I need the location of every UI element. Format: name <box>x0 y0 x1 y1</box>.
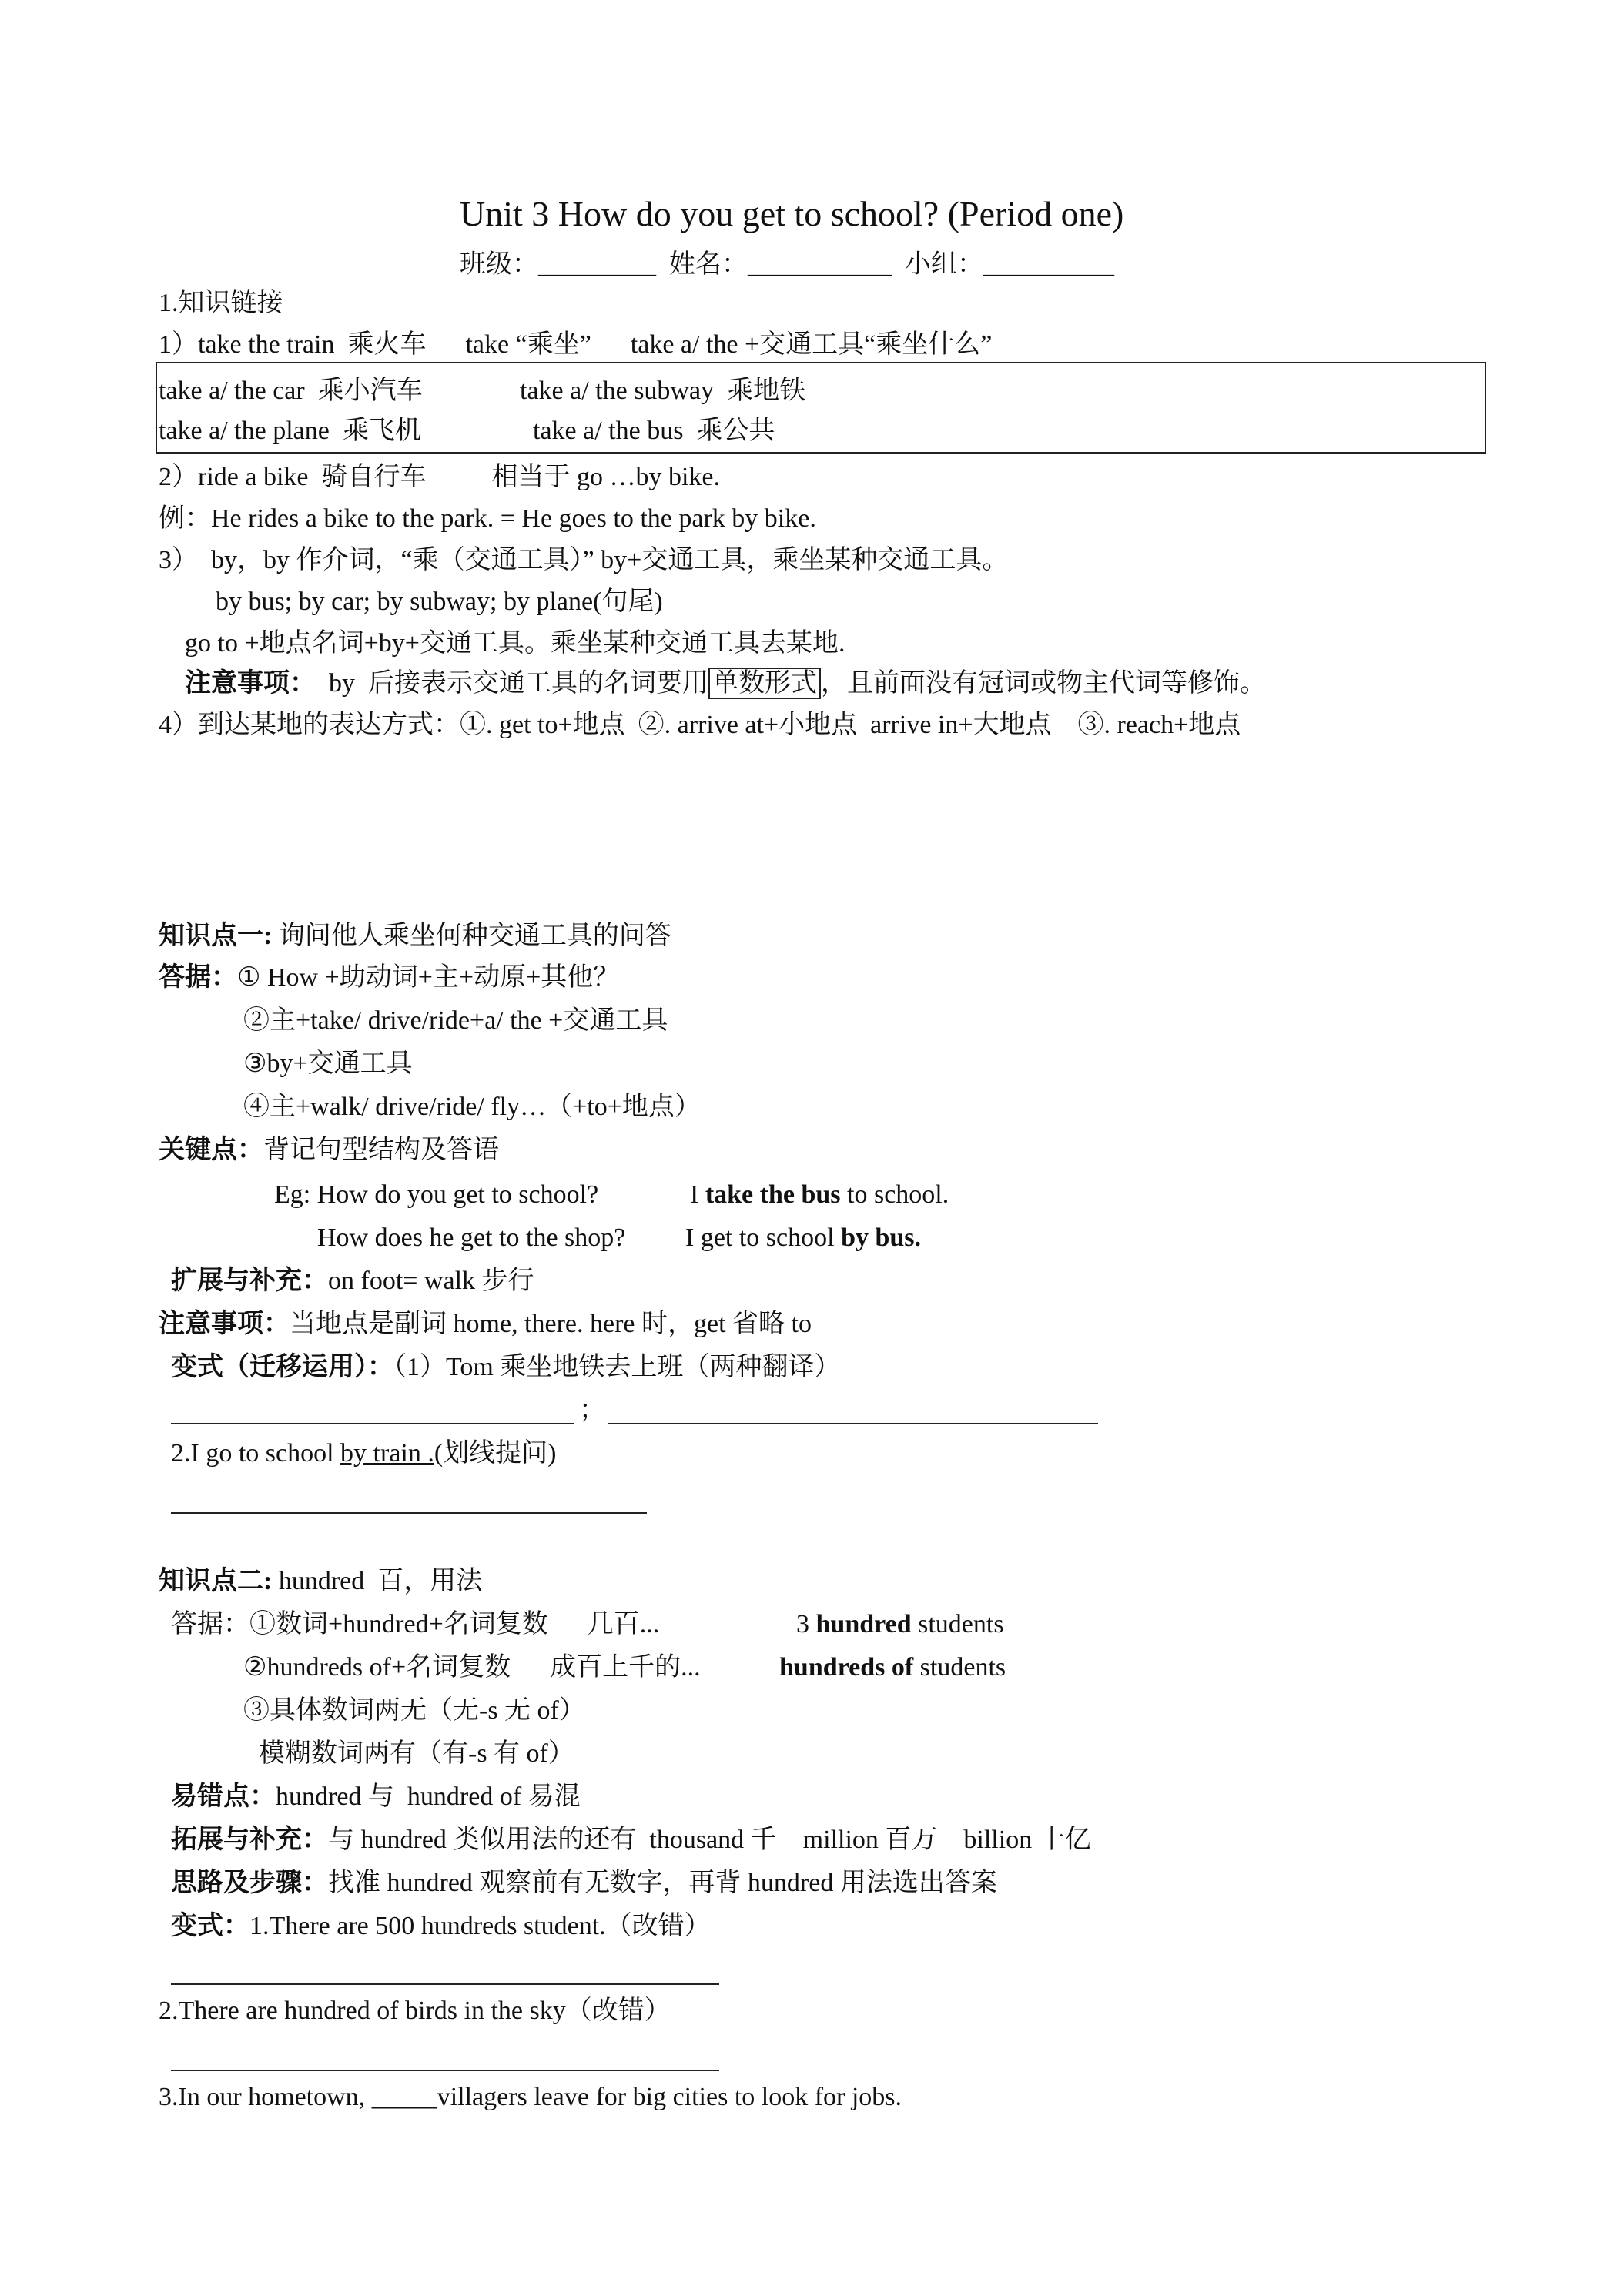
eg1-post: to school. <box>840 1180 949 1209</box>
k2-answer-2-example <box>779 1652 1006 1683</box>
k1-answer-2: ②主+take/ drive/ride+a/ the +交通工具 <box>243 1006 668 1035</box>
k1-heading <box>159 921 671 952</box>
k1-answer-blank-3[interactable] <box>171 1512 647 1514</box>
k1-heading-text: 询问他人乘坐何种交通工具的问答 <box>272 922 671 950</box>
k2-ext-label: 拓展与补充： <box>171 1826 328 1854</box>
k1-ext-text: on foot= walk 步行 <box>328 1267 534 1295</box>
k2-extension <box>171 1825 1091 1856</box>
k1-key-text: 背记句型结构及答语 <box>263 1136 499 1164</box>
k1-extension <box>171 1266 534 1297</box>
k2-question-2: 2.There are hundred of birds in the sky（改错） <box>159 1996 671 2025</box>
k2-answer-1-text: ①数词+hundred+名词复数 几百... <box>249 1610 660 1638</box>
k2-q3-post: villagers leave for big cities to look for jobs. <box>437 2083 902 2111</box>
k1-note-label: 注意事项： <box>159 1310 290 1338</box>
k1-note-text: 当地点是副词 home, there. here 时，get 省略 to <box>290 1310 812 1338</box>
k2-var-text: 1.There are 500 hundreds student.（改错） <box>249 1912 711 1940</box>
k2-steps <box>171 1868 997 1899</box>
k1-q2-pre: 2.I go to school <box>171 1439 341 1468</box>
k2-answer-label: 答据： <box>171 1610 249 1638</box>
k2-ext-text: 与 hundred 类似用法的还有 thousand 千 million 百万 billion 十亿 <box>328 1826 1091 1854</box>
k2-a1-ex-post: students <box>911 1610 1004 1638</box>
box-row2-left: take a/ the plane 乘飞机 <box>159 417 421 445</box>
page-title: Unit 3 How do you get to school? (Period one) <box>460 194 1124 233</box>
note-post: ，且前面没有冠词或物主代词等修饰。 <box>821 669 1266 698</box>
k1-answer-1-text: ① How +助动词+主+动原+其他？ <box>237 963 620 992</box>
eg1-pre: I <box>690 1180 705 1209</box>
box-row1-left: take a/ the car 乘小汽车 <box>159 377 423 405</box>
k1-var-label: 变式（迁移运用）： <box>171 1353 393 1381</box>
k1-heading-label: 知识点一: <box>159 922 273 950</box>
k1-q2-underlined: by train . <box>340 1439 434 1468</box>
links-line-3-list: by bus; by car; by subway; by plane(句尾) <box>216 587 663 616</box>
links-line-4: 4）到达某地的表达方式：①. get to+地点 ②. arrive at+小地点 arrive in+大地点 ③. reach+地点 <box>159 711 1241 739</box>
k1-key-point <box>159 1135 499 1166</box>
k2-var-label: 变式： <box>171 1912 249 1940</box>
k1-blank-separator: ； <box>579 1396 605 1424</box>
k1-variant <box>171 1352 840 1383</box>
links-line-2-example: 例：He rides a bike to the park. = He goes to the park by bike. <box>159 504 816 533</box>
links-line-1: 1）take the train 乘火车 take “乘坐” take a/ the +交通工具“乘坐什么” <box>159 330 993 359</box>
k2-heading <box>159 1566 482 1597</box>
links-line-3-pattern: go to +地点名词+by+交通工具。乘坐某种交通工具去某地. <box>185 629 845 658</box>
k2-q3-pre: 3.In our hometown, <box>159 2083 372 2111</box>
student-info-line: 班级：_________ 姓名：___________ 小组：__________ <box>460 250 1114 279</box>
k1-question-2 <box>171 1438 557 1469</box>
k2-steps-text: 找准 hundred 观察前有无数字，再背 hundred 用法选出答案 <box>328 1869 997 1897</box>
k1-ext-label: 扩展与补充： <box>171 1267 328 1295</box>
k1-example-1-answer <box>690 1180 949 1210</box>
k2-answer-3: ③具体数词两无（无-s 无 of） <box>243 1696 585 1725</box>
k2-answer-blank-1[interactable] <box>171 1983 719 1985</box>
k2-err-text: hundred 与 hundred of 易混 <box>276 1782 581 1811</box>
k1-answer-4: ④主+walk/ drive/ride/ fly…（+to+地点） <box>243 1093 701 1121</box>
eg1-bold: take the bus <box>705 1180 841 1209</box>
eg2-bold: by bus. <box>841 1223 922 1252</box>
k2-heading-text: hundred 百，用法 <box>272 1567 483 1595</box>
k1-var-text: （1）Tom 乘坐地铁去上班（两种翻译） <box>393 1353 841 1381</box>
k2-answer-1 <box>171 1609 659 1640</box>
box-row2-right: take a/ the bus 乘公共 <box>533 417 775 445</box>
k1-answer-label: 答据： <box>159 963 237 992</box>
links-note <box>185 668 1266 699</box>
k2-answer-2: ②hundreds of+名词复数 成百上千的... <box>243 1653 701 1682</box>
k2-q3-blank[interactable]: _____ <box>371 2083 437 2111</box>
k2-a1-ex-pre: 3 <box>796 1610 816 1638</box>
k1-answer-3: ③by+交通工具 <box>243 1049 413 1078</box>
k1-answer-blank-2[interactable] <box>608 1423 1098 1424</box>
k1-q2-post: (划线提问) <box>434 1439 557 1468</box>
k1-answer-blank-1[interactable] <box>171 1423 574 1424</box>
note-label: 注意事项： <box>185 669 316 698</box>
links-line-2: 2）ride a bike 骑自行车 相当于 go …by bike. <box>159 463 721 491</box>
k2-answer-blank-2[interactable] <box>171 2070 719 2071</box>
k1-example-2-answer <box>685 1223 921 1253</box>
section-heading-links: 1.知识链接 <box>159 289 283 317</box>
k1-key-label: 关键点： <box>159 1136 263 1164</box>
k1-answer-1 <box>159 962 619 993</box>
k2-answer-3b: 模糊数词两有（有-s 有 of） <box>259 1739 574 1768</box>
k2-a2-ex-post: students <box>913 1653 1006 1682</box>
k1-note <box>159 1309 812 1340</box>
k1-example-1-question: Eg: How do you get to school? <box>274 1180 599 1209</box>
k2-answer-1-example <box>796 1609 1004 1640</box>
k1-example-2-question: How does he get to the shop? <box>317 1223 626 1252</box>
k2-a2-ex-bold: hundreds of <box>779 1653 914 1682</box>
k2-common-error <box>171 1782 581 1812</box>
eg2-pre: I get to school <box>685 1223 842 1252</box>
links-line-3: 3） by，by 作介词，“乘（交通工具）” by+交通工具，乘坐某种交通工具。 <box>159 546 1009 574</box>
note-pre: by 后接表示交通工具的名词要用 <box>316 669 708 698</box>
k2-err-label: 易错点： <box>171 1782 276 1811</box>
k2-variant <box>171 1911 711 1942</box>
box-row1-right: take a/ the subway 乘地铁 <box>520 377 806 405</box>
note-boxed-text: 单数形式 <box>708 668 821 699</box>
k2-question-3 <box>159 2082 902 2113</box>
k2-a1-ex-bold: hundred <box>815 1610 912 1638</box>
k2-steps-label: 思路及步骤： <box>171 1869 328 1897</box>
k2-heading-label: 知识点二: <box>159 1567 273 1595</box>
